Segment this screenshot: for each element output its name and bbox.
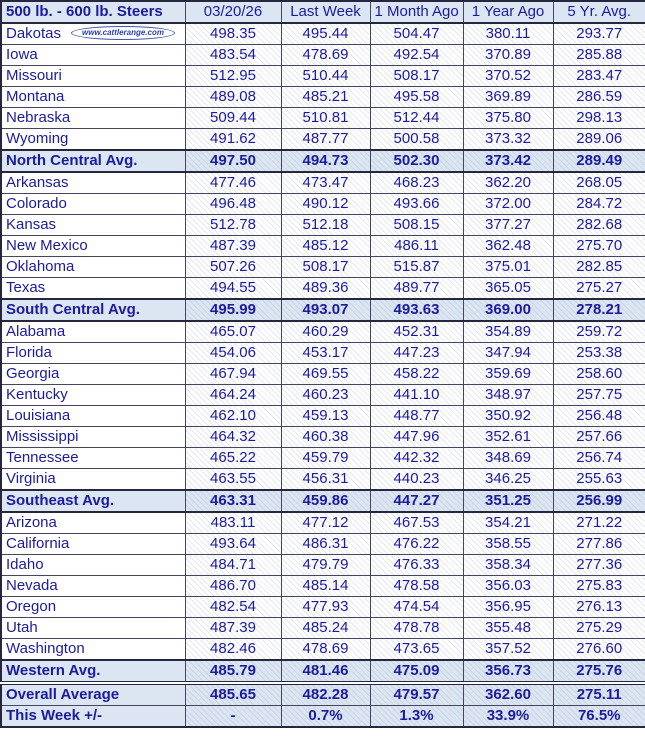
table-row [1, 172, 645, 194]
table-row [1, 618, 645, 639]
table-body [1, 23, 645, 727]
table-row [1, 448, 645, 469]
table-row [1, 639, 645, 661]
cell-value: 256.74 [553, 448, 645, 469]
table-row [1, 194, 645, 215]
cell-value: 448.77 [370, 406, 463, 427]
cell-value: 275.70 [553, 236, 645, 257]
table-row [1, 45, 645, 66]
cell-value: 482.54 [185, 597, 281, 618]
cell-value: 275.11 [553, 683, 645, 706]
table-row [1, 108, 645, 129]
row-label: California [1, 534, 185, 555]
cell-value: 447.96 [370, 427, 463, 448]
cell-value: 347.94 [463, 343, 553, 364]
table-row [1, 215, 645, 236]
cell-value: 486.31 [281, 534, 370, 555]
cell-value: 492.54 [370, 45, 463, 66]
cell-value: 494.55 [185, 278, 281, 300]
cell-value: 277.36 [553, 555, 645, 576]
table-row [1, 299, 645, 321]
cell-value: 289.49 [553, 150, 645, 172]
cell-value: 509.44 [185, 108, 281, 129]
cell-value: 356.95 [463, 597, 553, 618]
row-label: This Week +/- [1, 706, 185, 728]
cell-value: 467.53 [370, 512, 463, 534]
table-row [1, 343, 645, 364]
cell-value: 362.48 [463, 236, 553, 257]
cell-value: 442.32 [370, 448, 463, 469]
cell-value: 500.58 [370, 129, 463, 151]
cell-value: 373.42 [463, 150, 553, 172]
row-label: Southeast Avg. [1, 490, 185, 512]
cell-value: 372.00 [463, 194, 553, 215]
cell-value: 460.38 [281, 427, 370, 448]
row-label: Western Avg. [1, 660, 185, 683]
cell-value: 483.11 [185, 512, 281, 534]
cell-value: 493.63 [370, 299, 463, 321]
cell-value: 495.99 [185, 299, 281, 321]
cell-value: 275.83 [553, 576, 645, 597]
cell-value: 289.06 [553, 129, 645, 151]
cell-value: 453.17 [281, 343, 370, 364]
cell-value: 474.54 [370, 597, 463, 618]
table-row [1, 406, 645, 427]
cell-value: 464.24 [185, 385, 281, 406]
table-row [1, 150, 645, 172]
cell-value: 490.12 [281, 194, 370, 215]
cell-value: 512.78 [185, 215, 281, 236]
table-row [1, 236, 645, 257]
cell-value: 359.69 [463, 364, 553, 385]
cell-value: 350.92 [463, 406, 553, 427]
cell-value: 485.24 [281, 618, 370, 639]
cell-value: 358.55 [463, 534, 553, 555]
cell-value: 468.23 [370, 172, 463, 194]
cell-value: 276.60 [553, 639, 645, 661]
cell-value: 377.27 [463, 215, 553, 236]
cell-value: 456.31 [281, 469, 370, 491]
cell-value: 259.72 [553, 321, 645, 343]
cell-value: 358.34 [463, 555, 553, 576]
cell-value: 447.23 [370, 343, 463, 364]
column-header-5-yr-avg: 5 Yr. Avg. [553, 1, 645, 23]
cell-value: 0.7% [281, 706, 370, 728]
cell-value: 504.47 [370, 23, 463, 45]
cell-value: 477.12 [281, 512, 370, 534]
table-row [1, 683, 645, 706]
cell-value: 473.47 [281, 172, 370, 194]
cell-value: 458.22 [370, 364, 463, 385]
cell-value: 282.85 [553, 257, 645, 278]
cell-value: 348.97 [463, 385, 553, 406]
table-row [1, 129, 645, 151]
row-label: Utah [1, 618, 185, 639]
table-header-row [1, 1, 645, 23]
cell-value: 447.27 [370, 490, 463, 512]
table-row [1, 660, 645, 683]
cell-value: 256.48 [553, 406, 645, 427]
row-label: Oklahoma [1, 257, 185, 278]
cell-value: 502.30 [370, 150, 463, 172]
cell-value: 283.47 [553, 66, 645, 87]
cell-value: 487.39 [185, 236, 281, 257]
cell-value: 512.18 [281, 215, 370, 236]
row-label: Iowa [1, 45, 185, 66]
cell-value: 508.17 [370, 66, 463, 87]
cell-value: 463.55 [185, 469, 281, 491]
cell-value: 489.77 [370, 278, 463, 300]
cell-value: - [185, 706, 281, 728]
row-label: Colorado [1, 194, 185, 215]
cell-value: 485.65 [185, 683, 281, 706]
cell-value: 489.08 [185, 87, 281, 108]
cell-value: 482.28 [281, 683, 370, 706]
cell-value: 362.20 [463, 172, 553, 194]
table-row [1, 321, 645, 343]
cell-value: 486.70 [185, 576, 281, 597]
cell-value: 508.17 [281, 257, 370, 278]
row-label: Mississippi [1, 427, 185, 448]
cell-value: 370.89 [463, 45, 553, 66]
table-row [1, 364, 645, 385]
cell-value: 510.44 [281, 66, 370, 87]
cell-value: 483.54 [185, 45, 281, 66]
cell-value: 465.07 [185, 321, 281, 343]
cell-value: 275.27 [553, 278, 645, 300]
cell-value: 478.58 [370, 576, 463, 597]
cell-value: 459.13 [281, 406, 370, 427]
cell-value: 346.25 [463, 469, 553, 491]
cell-value: 469.55 [281, 364, 370, 385]
cell-value: 495.58 [370, 87, 463, 108]
row-label: Florida [1, 343, 185, 364]
cell-value: 479.79 [281, 555, 370, 576]
cell-value: 515.87 [370, 257, 463, 278]
column-header-date: 03/20/26 [185, 1, 281, 23]
cell-value: 493.07 [281, 299, 370, 321]
cell-value: 486.11 [370, 236, 463, 257]
cell-value: 271.22 [553, 512, 645, 534]
row-label: Nevada [1, 576, 185, 597]
row-label: Arkansas [1, 172, 185, 194]
row-label: Virginia [1, 469, 185, 491]
cell-value: 460.29 [281, 321, 370, 343]
cell-value: 496.48 [185, 194, 281, 215]
row-label: North Central Avg. [1, 150, 185, 172]
column-header-1-month-ago: 1 Month Ago [370, 1, 463, 23]
cell-value: 452.31 [370, 321, 463, 343]
cell-value: 277.86 [553, 534, 645, 555]
cell-value: 491.62 [185, 129, 281, 151]
row-label: Washington [1, 639, 185, 661]
cell-value: 354.89 [463, 321, 553, 343]
cell-value: 257.75 [553, 385, 645, 406]
cell-value: 484.71 [185, 555, 281, 576]
cell-value: 485.12 [281, 236, 370, 257]
table-row [1, 257, 645, 278]
row-label: Georgia [1, 364, 185, 385]
cell-value: 356.03 [463, 576, 553, 597]
row-label: Montana [1, 87, 185, 108]
table-row [1, 555, 645, 576]
cell-value: 512.95 [185, 66, 281, 87]
cell-value: 365.05 [463, 278, 553, 300]
cell-value: 76.5% [553, 706, 645, 728]
row-label: Dakotas www.cattlerange.com [1, 23, 185, 45]
cell-value: 255.63 [553, 469, 645, 491]
cell-value: 356.73 [463, 660, 553, 683]
cell-value: 276.13 [553, 597, 645, 618]
row-label: Missouri [1, 66, 185, 87]
cell-value: 497.50 [185, 150, 281, 172]
cell-value: 507.26 [185, 257, 281, 278]
cell-value: 257.66 [553, 427, 645, 448]
cell-value: 485.14 [281, 576, 370, 597]
cell-value: 478.69 [281, 45, 370, 66]
cell-value: 459.79 [281, 448, 370, 469]
column-header-last-week: Last Week [281, 1, 370, 23]
cell-value: 355.48 [463, 618, 553, 639]
cell-value: 293.77 [553, 23, 645, 45]
table-row [1, 427, 645, 448]
cell-value: 352.61 [463, 427, 553, 448]
table-row [1, 469, 645, 491]
table-row [1, 66, 645, 87]
cell-value: 464.32 [185, 427, 281, 448]
row-label: South Central Avg. [1, 299, 185, 321]
cell-value: 282.68 [553, 215, 645, 236]
cell-value: 465.22 [185, 448, 281, 469]
row-label: Overall Average [1, 683, 185, 706]
cell-value: 253.38 [553, 343, 645, 364]
table-row [1, 576, 645, 597]
row-label: Wyoming [1, 129, 185, 151]
cell-value: 460.23 [281, 385, 370, 406]
cell-value: 362.60 [463, 683, 553, 706]
cell-value: 493.66 [370, 194, 463, 215]
cell-value: 286.59 [553, 87, 645, 108]
cell-value: 441.10 [370, 385, 463, 406]
table-row [1, 534, 645, 555]
cell-value: 493.64 [185, 534, 281, 555]
row-label: Oregon [1, 597, 185, 618]
cell-value: 477.46 [185, 172, 281, 194]
cell-value: 462.10 [185, 406, 281, 427]
row-label: Kentucky [1, 385, 185, 406]
cell-value: 284.72 [553, 194, 645, 215]
cell-value: 485.79 [185, 660, 281, 683]
cell-value: 512.44 [370, 108, 463, 129]
cell-value: 256.99 [553, 490, 645, 512]
cell-value: 495.44 [281, 23, 370, 45]
cell-value: 477.93 [281, 597, 370, 618]
table-row [1, 278, 645, 300]
cell-value: 463.31 [185, 490, 281, 512]
cell-value: 369.89 [463, 87, 553, 108]
table-row [1, 706, 645, 728]
cell-value: 285.88 [553, 45, 645, 66]
row-label: Louisiana [1, 406, 185, 427]
cell-value: 357.52 [463, 639, 553, 661]
cell-value: 510.81 [281, 108, 370, 129]
table-row [1, 490, 645, 512]
cell-value: 373.32 [463, 129, 553, 151]
cell-value: 467.94 [185, 364, 281, 385]
row-label: Tennessee [1, 448, 185, 469]
table-row [1, 512, 645, 534]
cell-value: 508.15 [370, 215, 463, 236]
cell-value: 498.35 [185, 23, 281, 45]
row-label: New Mexico [1, 236, 185, 257]
row-label: Alabama [1, 321, 185, 343]
cell-value: 494.73 [281, 150, 370, 172]
cell-value: 440.23 [370, 469, 463, 491]
cell-value: 478.69 [281, 639, 370, 661]
row-label: Arizona [1, 512, 185, 534]
cell-value: 476.33 [370, 555, 463, 576]
cell-value: 275.76 [553, 660, 645, 683]
cell-value: 348.69 [463, 448, 553, 469]
row-label: Texas [1, 278, 185, 300]
cell-value: 298.13 [553, 108, 645, 129]
cell-value: 369.00 [463, 299, 553, 321]
cell-value: 380.11 [463, 23, 553, 45]
cell-value: 459.86 [281, 490, 370, 512]
cell-value: 487.39 [185, 618, 281, 639]
table-row [1, 23, 645, 45]
cell-value: 454.06 [185, 343, 281, 364]
cell-value: 487.77 [281, 129, 370, 151]
cell-value: 33.9% [463, 706, 553, 728]
cell-value: 1.3% [370, 706, 463, 728]
cell-value: 478.78 [370, 618, 463, 639]
cell-value: 475.09 [370, 660, 463, 683]
cell-value: 489.36 [281, 278, 370, 300]
cell-value: 268.05 [553, 172, 645, 194]
cell-value: 278.21 [553, 299, 645, 321]
cell-value: 375.01 [463, 257, 553, 278]
table-row [1, 385, 645, 406]
cattlerange-logo[interactable]: www.cattlerange.com [71, 26, 175, 40]
table-row [1, 597, 645, 618]
cell-value: 351.25 [463, 490, 553, 512]
row-label: Nebraska [1, 108, 185, 129]
cell-value: 354.21 [463, 512, 553, 534]
row-label: Kansas [1, 215, 185, 236]
column-header-1-year-ago: 1 Year Ago [463, 1, 553, 23]
cell-value: 481.46 [281, 660, 370, 683]
row-label: Idaho [1, 555, 185, 576]
cell-value: 370.52 [463, 66, 553, 87]
cell-value: 258.60 [553, 364, 645, 385]
cell-value: 479.57 [370, 683, 463, 706]
cell-value: 275.29 [553, 618, 645, 639]
cell-value: 485.21 [281, 87, 370, 108]
table-row [1, 87, 645, 108]
cell-value: 473.65 [370, 639, 463, 661]
cell-value: 375.80 [463, 108, 553, 129]
cell-value: 482.46 [185, 639, 281, 661]
cell-value: 476.22 [370, 534, 463, 555]
table-title: 500 lb. - 600 lb. Steers [1, 1, 185, 23]
